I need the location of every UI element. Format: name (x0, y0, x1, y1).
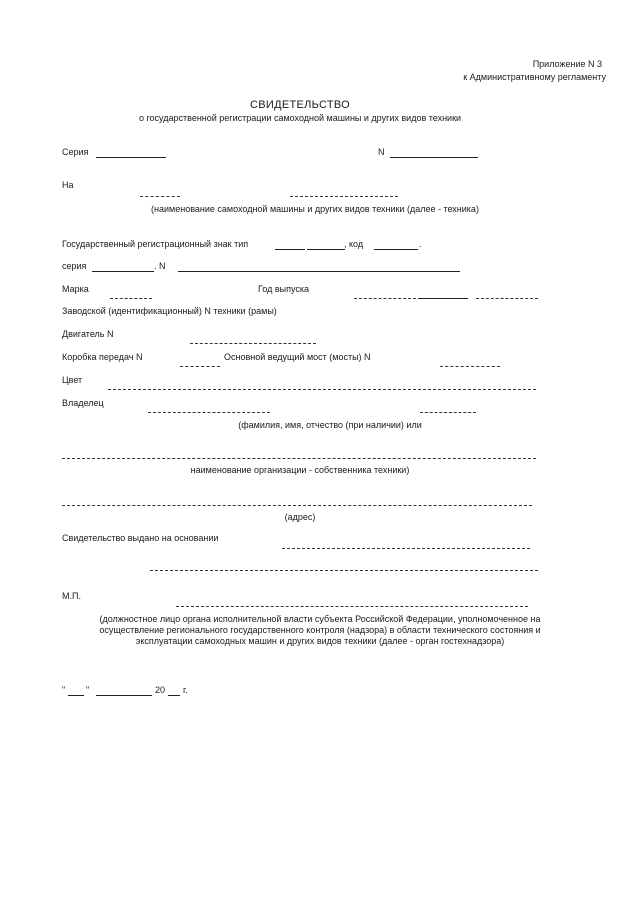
vehicle-name-field-part[interactable] (140, 196, 180, 197)
date-quote-close: " (86, 685, 90, 695)
color-label: Цвет (62, 375, 83, 385)
year-field[interactable] (418, 298, 468, 299)
series2-label: серия (62, 261, 87, 271)
year-field-tail[interactable] (476, 298, 538, 299)
na-label: На (62, 180, 74, 190)
seal-label: М.П. (62, 591, 81, 601)
engine-number-field[interactable] (190, 343, 316, 344)
reg-sign-code-field[interactable] (374, 249, 418, 250)
owner-field-tail[interactable] (420, 412, 476, 413)
year-label: Год выпуска (258, 284, 309, 294)
appendix-reference: к Административному регламенту (463, 72, 606, 82)
factory-number-label: Заводской (идентификационный) N техники (рамы) (62, 306, 277, 316)
series2-number-label: . N (154, 261, 166, 271)
owner-label: Владелец (62, 398, 104, 408)
code-label: , код (344, 239, 364, 249)
reg-sign-type-field[interactable] (307, 249, 345, 250)
series-field[interactable] (96, 157, 166, 158)
axle-number-field[interactable] (440, 366, 500, 367)
organization-field[interactable] (62, 458, 536, 459)
brand-field[interactable] (110, 298, 152, 299)
reg-sign-period: . (419, 239, 422, 249)
gearbox-number-field[interactable] (180, 366, 220, 367)
address-field[interactable] (62, 505, 532, 506)
color-field[interactable] (108, 389, 536, 390)
basis-label: Свидетельство выдано на основании (62, 533, 219, 543)
reg-sign-label: Государственный регистрационный знак тип (62, 239, 249, 249)
vehicle-name-field[interactable] (290, 196, 398, 197)
date-quote-open: " (62, 685, 66, 695)
organization-caption: наименование организации - собственника техники) (190, 465, 410, 475)
vehicle-name-caption: (наименование самоходной машины и других видов техники (далее - техника) (151, 204, 479, 214)
year-field-part[interactable] (354, 298, 416, 299)
owner-caption: (фамилия, имя, отчество (при наличии) или (238, 420, 422, 430)
date-year-prefix: 20 (155, 685, 166, 695)
appendix-label: Приложение N 3 (532, 59, 602, 69)
engine-label: Двигатель N (62, 329, 114, 339)
address-caption: (адрес) (284, 512, 316, 522)
basis-field[interactable] (282, 548, 530, 549)
date-year-field[interactable] (168, 695, 180, 696)
number-field[interactable] (390, 157, 478, 158)
owner-field[interactable] (148, 412, 270, 413)
date-day-field[interactable] (68, 695, 84, 696)
axle-label: Основной ведущий мост (мосты) N (224, 352, 371, 362)
series2-number-field[interactable] (178, 271, 460, 272)
document-title: СВИДЕТЕЛЬСТВО (250, 99, 350, 111)
official-caption: (должностное лицо органа исполнительной власти субъекта Российской Федерации, уполномоченное на осуществление регионального государственного контроля (надзора) в области технического состояния и эксплуатации самоходных машин и других видов техники (далее - орган гостехнадзора) (99, 614, 541, 646)
reg-sign-type-part[interactable] (275, 249, 305, 250)
official-signature-field[interactable] (176, 606, 528, 607)
number-label: N (378, 147, 385, 157)
document-subtitle: о государственной регистрации самоходной машины и других видов техники (138, 113, 462, 123)
date-month-field[interactable] (96, 695, 152, 696)
brand-label: Марка (62, 284, 89, 294)
series-label: Серия (62, 147, 89, 157)
series2-field[interactable] (92, 271, 154, 272)
date-suffix: г. (183, 685, 188, 695)
basis-field-line2[interactable] (150, 570, 538, 571)
gearbox-label: Коробка передач N (62, 352, 143, 362)
